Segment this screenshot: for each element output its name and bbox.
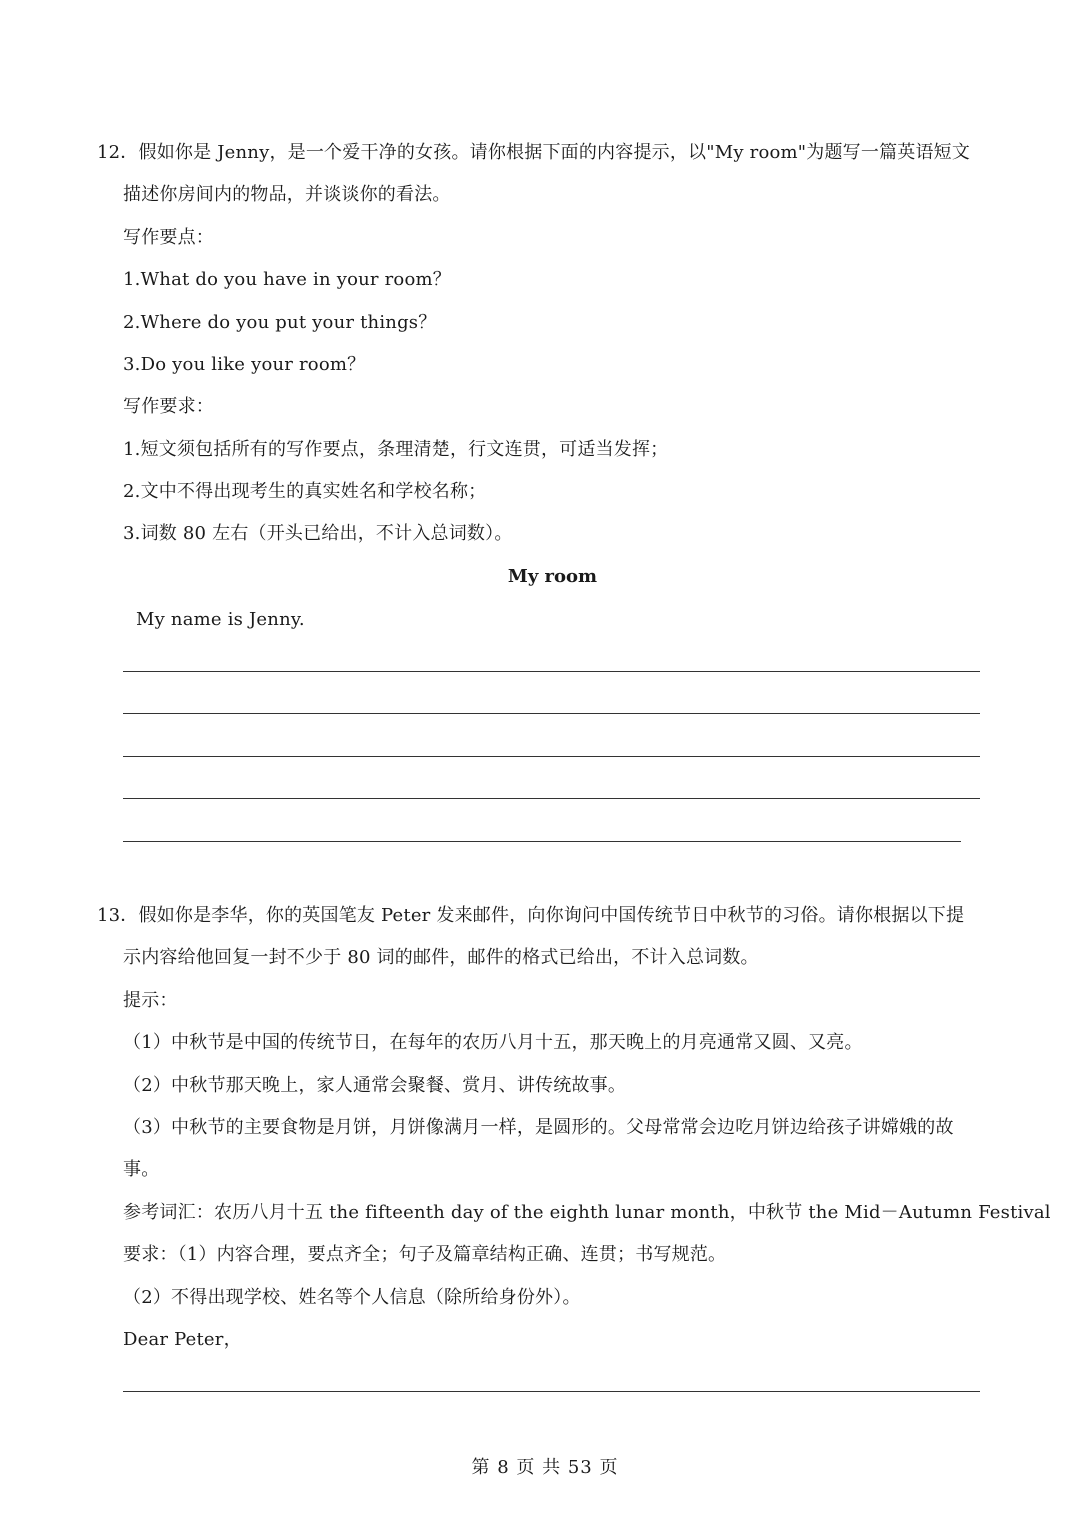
q12-essay-opening: My name is Jenny. [136, 609, 305, 630]
q13-prompt-line-1: 13．假如你是李华，你的英国笔友 Peter 发来邮件，向你询问中国传统节日中秋节的习俗。请你根据以下提 [97, 905, 965, 926]
q13-requirement-2: （2）不得出现学校、姓名等个人信息（除所给身份外）。 [123, 1287, 581, 1308]
q12-answer-line-4[interactable] [123, 798, 980, 799]
q12-points-heading: 写作要点： [123, 227, 214, 248]
q13-hint-3: （3）中秋节的主要食物是月饼，月饼像满月一样，是圆形的。父母常常会边吃月饼边给孩子讲嫦娥的故 [123, 1117, 954, 1138]
q12-prompt-line-2: 描述你房间内的物品，并谈谈你的看法。 [123, 184, 451, 205]
q12-point-3: 3.Do you like your room？ [123, 354, 366, 375]
q12-requirement-3: 3.词数 80 左右（开头已给出，不计入总词数）。 [123, 523, 513, 544]
q13-hint-1: （1）中秋节是中国的传统节日，在每年的农历八月十五，那天晚上的月亮通常又圆、又亮。 [123, 1032, 863, 1053]
q13-vocabulary: 参考词汇：农历八月十五 the fifteenth day of the eighth lunar month，中秋节 the Mid－Autumn Festival [123, 1202, 1051, 1223]
page-number: 第 8 页 共 53 页 [471, 1457, 619, 1478]
q12-answer-line-5[interactable] [123, 841, 961, 842]
q13-hint-2: （2）中秋节那天晚上，家人通常会聚餐、赏月、讲传统故事。 [123, 1075, 627, 1096]
q12-point-1: 1.What do you have in your room？ [123, 269, 451, 290]
q12-requirement-2: 2.文中不得出现考生的真实姓名和学校名称； [123, 481, 487, 502]
q13-answer-line-1[interactable] [123, 1391, 980, 1392]
q12-prompt-line-1: 12．假如你是 Jenny，是一个爱干净的女孩。请你根据下面的内容提示，以"My room"为题写一篇英语短文 [97, 142, 971, 163]
q12-requirements-heading: 写作要求： [123, 396, 214, 417]
q13-requirement-1: 要求：（1）内容合理，要点齐全；句子及篇章结构正确、连贯；书写规范。 [123, 1244, 727, 1265]
q12-answer-line-1[interactable] [123, 671, 980, 672]
q13-hint-heading: 提示： [123, 990, 178, 1011]
q12-point-2: 2.Where do you put your things？ [123, 312, 437, 333]
q13-greeting: Dear Peter， [123, 1329, 242, 1350]
q12-requirement-1: 1.短文须包括所有的写作要点，条理清楚，行文连贯，可适当发挥； [123, 439, 669, 460]
q13-prompt-line-2: 示内容给他回复一封不少于 80 词的邮件，邮件的格式已给出，不计入总词数。 [123, 947, 759, 968]
q12-essay-title: My room [507, 566, 598, 587]
q12-answer-line-2[interactable] [123, 713, 980, 714]
q12-answer-line-3[interactable] [123, 756, 980, 757]
q13-hint-3-continued: 事。 [123, 1159, 160, 1180]
